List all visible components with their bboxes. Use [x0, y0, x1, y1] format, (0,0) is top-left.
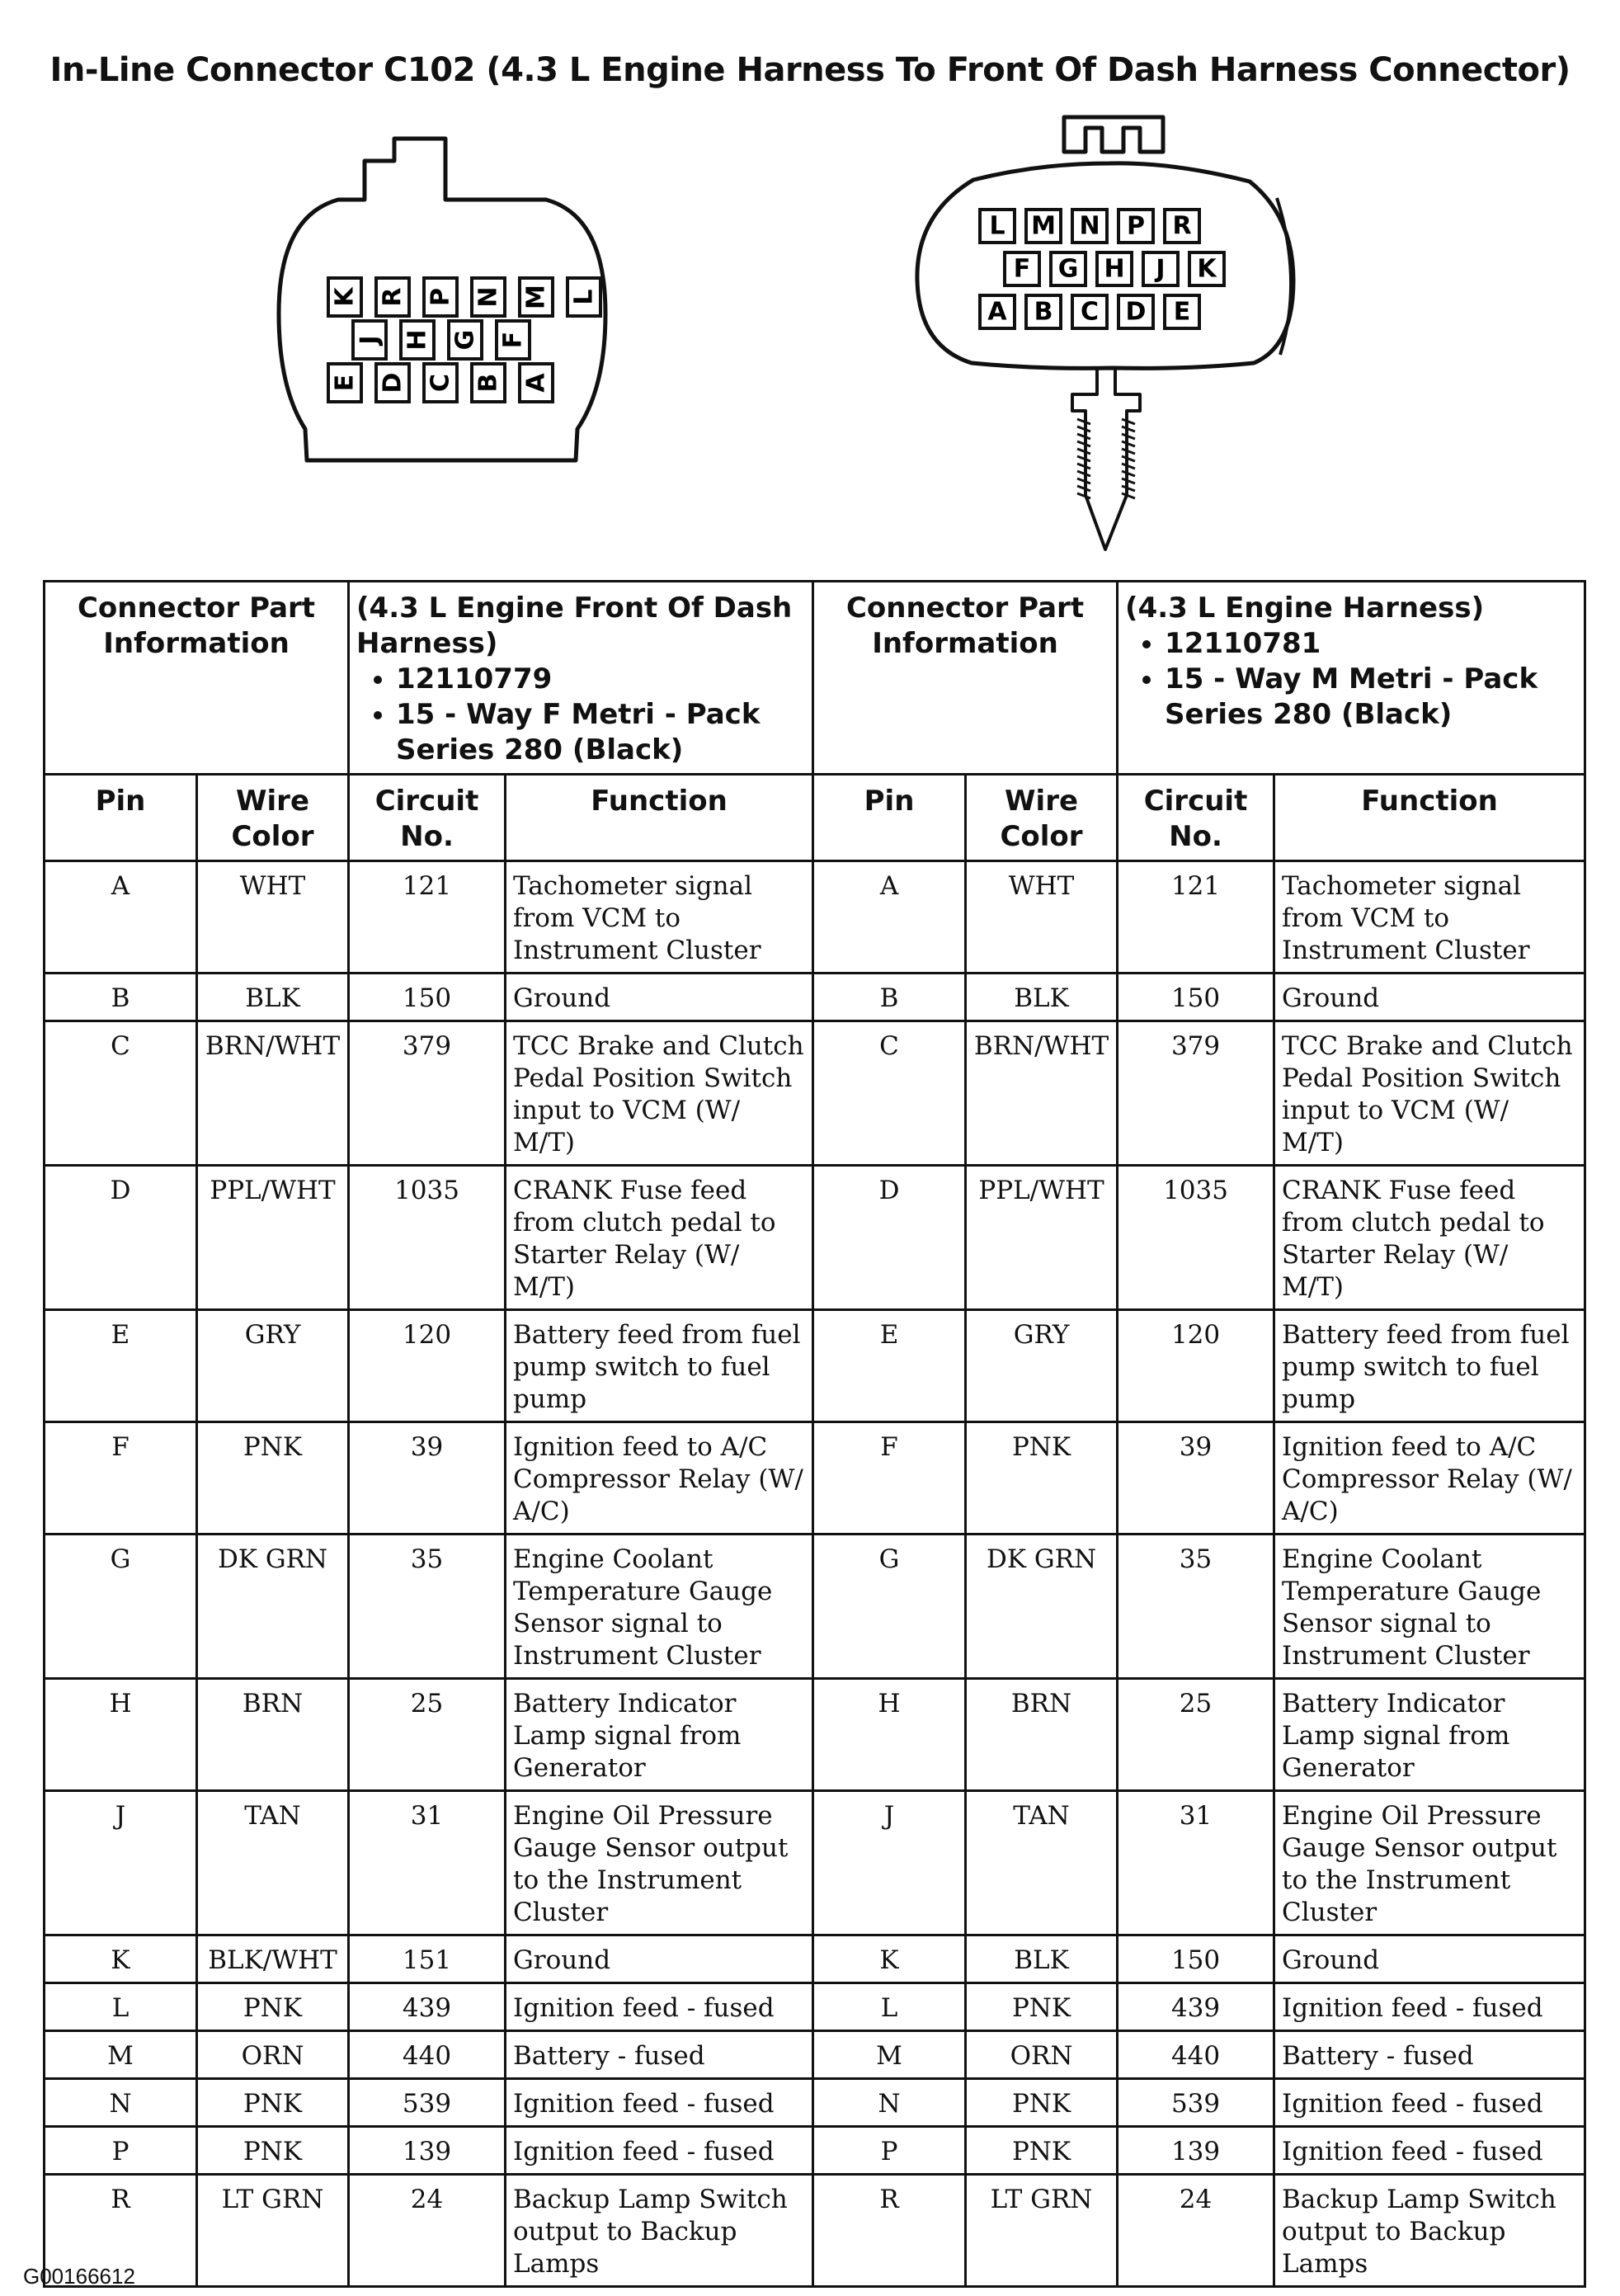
pin-label: M	[521, 285, 551, 309]
left-desc-series: • 15 - Way F Metri - Pack Series 280 (Black)	[396, 697, 805, 768]
pin-label: G	[1057, 254, 1079, 284]
left-wire-color-cell: PNK	[197, 1983, 349, 2031]
pin-label: H	[1104, 254, 1125, 284]
left-pin-cell: D	[45, 1166, 197, 1310]
right-function-cell: Ignition feed - fused	[1274, 2127, 1585, 2175]
connector-pin	[376, 364, 409, 402]
pin-label: N	[473, 286, 503, 308]
pin-label: D	[378, 372, 407, 394]
left-circuit-no-cell: 35	[349, 1535, 506, 1679]
left-wire-color-cell: DK GRN	[197, 1535, 349, 1679]
right-pin-cell: E	[813, 1310, 966, 1422]
right-wire-color-cell: PNK	[966, 2127, 1118, 2175]
right-connector-body	[1064, 117, 1163, 152]
table-row	[45, 1021, 1585, 1166]
left-function-cell: Ignition feed to A/C Compressor Relay (W/ A/C)	[506, 1422, 813, 1535]
right-pin-cell: J	[813, 1791, 966, 1935]
connector-pin	[1118, 295, 1153, 328]
connector-pin	[567, 278, 600, 316]
pin-label: F	[498, 331, 528, 349]
left-wire-color-cell: ORN	[197, 2031, 349, 2079]
right-pin-cell: F	[813, 1422, 966, 1535]
right-circuit-no-cell: 150	[1118, 1935, 1274, 1983]
table-row	[45, 1791, 1585, 1935]
connector-pin	[1165, 210, 1199, 243]
right-circuit-no-cell: 539	[1118, 2079, 1274, 2127]
pin-label: K	[330, 287, 360, 307]
left-function-cell: Engine Oil Pressure Gauge Sensor output to the Instrument Cluster	[506, 1791, 813, 1935]
left-pin-cell: F	[45, 1422, 197, 1535]
connector-pin	[1026, 295, 1061, 328]
connector-pin	[1072, 210, 1107, 243]
left-connector-info-label: Connector Part Information	[45, 582, 349, 775]
left-circuit-no-cell: 120	[349, 1310, 506, 1422]
connector-pin	[1118, 210, 1153, 243]
pin-label: L	[989, 211, 1005, 241]
connector-pin	[424, 364, 457, 402]
connector-pin	[497, 321, 530, 359]
left-circuit-no-cell: 121	[349, 861, 506, 974]
right-pin-cell: N	[813, 2079, 966, 2127]
left-pin-cell: N	[45, 2079, 197, 2127]
pin-label: P	[1127, 211, 1145, 241]
left-circuit-no-cell: 439	[349, 1983, 506, 2031]
left-desc-part-number: • 12110779	[396, 662, 805, 697]
right-function-cell: Ground	[1274, 974, 1585, 1021]
right-connector-description	[1118, 582, 1585, 775]
right-circuit-no-cell: 35	[1118, 1535, 1274, 1679]
left-wire-color-cell: PNK	[197, 2079, 349, 2127]
right-pin-cell: G	[813, 1535, 966, 1679]
right-pin-cell: A	[813, 861, 966, 974]
connector-pin	[1097, 252, 1132, 285]
connector-pin	[980, 295, 1015, 328]
pin-label: L	[569, 289, 599, 305]
right-function-cell: CRANK Fuse feed from clutch pedal to Starter Relay (W/ M/T)	[1274, 1166, 1585, 1310]
right-connector-info-label: Connector Part Information	[813, 582, 1118, 775]
table-row	[45, 861, 1585, 974]
connector-pin	[1051, 252, 1085, 285]
pin-label: R	[1172, 211, 1192, 241]
header-wire-color: Wire Color	[197, 775, 349, 861]
connector-pin	[328, 364, 361, 402]
left-wire-color-cell: BRN	[197, 1679, 349, 1791]
connector-pin	[449, 321, 482, 359]
pin-label: F	[1013, 254, 1031, 284]
right-function-cell: Battery Indicator Lamp signal from Generator	[1274, 1679, 1585, 1791]
right-desc-part-number: • 12110781	[1165, 626, 1577, 662]
pin-label: C	[426, 373, 455, 393]
right-pin-cell: K	[813, 1935, 966, 1983]
right-function-cell: Engine Coolant Temperature Gauge Sensor signal to Instrument Cluster	[1274, 1535, 1585, 1679]
left-wire-color-cell: PNK	[197, 1422, 349, 1535]
right-connector-pins	[980, 210, 1224, 328]
right-desc-title: (4.3 L Engine Harness)	[1125, 592, 1485, 625]
pin-label: B	[473, 373, 503, 393]
right-wire-color-cell: LT GRN	[966, 2175, 1118, 2287]
left-pin-cell: G	[45, 1535, 197, 1679]
left-wire-color-cell: WHT	[197, 861, 349, 974]
left-pin-cell: B	[45, 974, 197, 1021]
right-function-cell: Ignition feed - fused	[1274, 1983, 1585, 2031]
right-circuit-no-cell: 24	[1118, 2175, 1274, 2287]
right-wire-color-cell: PNK	[966, 1422, 1118, 1535]
table-row	[45, 2031, 1585, 2079]
right-function-cell: Engine Oil Pressure Gauge Sensor output to the Instrument Cluster	[1274, 1791, 1585, 1935]
right-function-cell: Battery feed from fuel pump switch to fuel pump	[1274, 1310, 1585, 1422]
right-desc-series: • 15 - Way M Metri - Pack Series 280 (Black)	[1165, 662, 1577, 733]
left-circuit-no-cell: 151	[349, 1935, 506, 1983]
right-function-cell: Ignition feed to A/C Compressor Relay (W/ A/C)	[1274, 1422, 1585, 1535]
left-circuit-no-cell: 25	[349, 1679, 506, 1791]
left-pin-cell: E	[45, 1310, 197, 1422]
left-desc-title: (4.3 L Engine Front Of Dash Harness)	[356, 592, 793, 660]
header-function: Function	[506, 775, 813, 861]
connector-diagram	[0, 0, 1620, 578]
connector-pin	[472, 364, 505, 402]
left-pin-cell: C	[45, 1021, 197, 1166]
left-connector-description	[349, 582, 813, 775]
table-row	[45, 1422, 1585, 1535]
header-circuit-no: Circuit No.	[349, 775, 506, 861]
connector-pin	[520, 278, 553, 316]
pin-label: P	[426, 288, 455, 306]
right-function-cell: Ground	[1274, 1935, 1585, 1983]
table-row	[45, 1679, 1585, 1791]
left-function-cell: TCC Brake and Clutch Pedal Position Switch input to VCM (W/ M/T)	[506, 1021, 813, 1166]
left-wire-color-cell: TAN	[197, 1791, 349, 1935]
connector-pin	[1026, 210, 1061, 243]
right-wire-color-cell: PNK	[966, 1983, 1118, 2031]
left-pin-cell: J	[45, 1791, 197, 1935]
left-circuit-no-cell: 1035	[349, 1166, 506, 1310]
right-function-cell: Ignition feed - fused	[1274, 2079, 1585, 2127]
left-function-cell: Ignition feed - fused	[506, 2127, 813, 2175]
right-wire-color-cell: PPL/WHT	[966, 1166, 1118, 1310]
left-pin-cell: M	[45, 2031, 197, 2079]
table-row	[45, 2127, 1585, 2175]
connector-pin	[1189, 252, 1224, 285]
right-pin-cell: M	[813, 2031, 966, 2079]
left-wire-color-cell: PNK	[197, 2127, 349, 2175]
table-row	[45, 1535, 1585, 1679]
pin-label: A	[521, 373, 551, 393]
table-row	[45, 1935, 1585, 1983]
left-circuit-no-cell: 539	[349, 2079, 506, 2127]
right-wire-color-cell: WHT	[966, 861, 1118, 974]
connector-pin	[424, 278, 457, 316]
left-circuit-no-cell: 31	[349, 1791, 506, 1935]
pin-label: K	[1197, 254, 1217, 284]
right-wire-color-cell: PNK	[966, 2079, 1118, 2127]
page-title: In-Line Connector C102 (4.3 L Engine Harness To Front Of Dash Harness Connector)	[49, 51, 1571, 89]
right-function-cell: Tachometer signal from VCM to Instrument Cluster	[1274, 861, 1585, 974]
right-circuit-no-cell: 379	[1118, 1021, 1274, 1166]
header-circuit-no: Circuit No.	[1118, 775, 1274, 861]
pinout-table	[43, 580, 1586, 2288]
right-wire-color-cell: BLK	[966, 974, 1118, 1021]
left-circuit-no-cell: 139	[349, 2127, 506, 2175]
right-function-cell: TCC Brake and Clutch Pedal Position Switch input to VCM (W/ M/T)	[1274, 1021, 1585, 1166]
right-pin-cell: C	[813, 1021, 966, 1166]
connector-pin	[328, 278, 361, 316]
right-circuit-no-cell: 440	[1118, 2031, 1274, 2079]
connector-pin	[1143, 252, 1178, 285]
right-pin-cell: B	[813, 974, 966, 1021]
left-function-cell: Backup Lamp Switch output to Backup Lamps	[506, 2175, 813, 2287]
pin-label: J	[355, 335, 384, 345]
right-circuit-no-cell: 31	[1118, 1791, 1274, 1935]
left-pin-cell: L	[45, 1983, 197, 2031]
connector-info-row	[45, 582, 1585, 775]
connector-pin	[376, 278, 409, 316]
right-wire-color-cell: BLK	[966, 1935, 1118, 1983]
left-function-cell: Engine Coolant Temperature Gauge Sensor signal to Instrument Cluster	[506, 1535, 813, 1679]
pin-label: G	[450, 329, 480, 351]
connector-pin	[1072, 295, 1107, 328]
right-pin-cell: L	[813, 1983, 966, 2031]
pin-label: C	[1080, 297, 1100, 327]
right-wire-color-cell: BRN	[966, 1679, 1118, 1791]
left-wire-color-cell: PPL/WHT	[197, 1166, 349, 1310]
header-pin: Pin	[45, 775, 197, 861]
pin-label: E	[1173, 297, 1191, 327]
right-circuit-no-cell: 139	[1118, 2127, 1274, 2175]
pin-label: R	[378, 287, 407, 307]
right-pin-cell: D	[813, 1166, 966, 1310]
left-pin-cell: K	[45, 1935, 197, 1983]
table-row	[45, 974, 1585, 1021]
pin-label: B	[1034, 297, 1053, 327]
left-function-cell: Battery feed from fuel pump switch to fuel pump	[506, 1310, 813, 1422]
left-wire-color-cell: BRN/WHT	[197, 1021, 349, 1166]
right-circuit-no-cell: 39	[1118, 1422, 1274, 1535]
right-wire-color-cell: ORN	[966, 2031, 1118, 2079]
right-wire-color-cell: DK GRN	[966, 1535, 1118, 1679]
left-connector-pins	[328, 278, 600, 402]
left-pin-cell: P	[45, 2127, 197, 2175]
right-circuit-no-cell: 25	[1118, 1679, 1274, 1791]
connector-pin	[472, 278, 505, 316]
right-wire-color-cell: GRY	[966, 1310, 1118, 1422]
table-row	[45, 1166, 1585, 1310]
left-circuit-no-cell: 24	[349, 2175, 506, 2287]
pin-label: H	[403, 329, 432, 351]
right-circuit-no-cell: 150	[1118, 974, 1274, 1021]
right-pin-cell: H	[813, 1679, 966, 1791]
left-pin-cell: R	[45, 2175, 197, 2287]
connector-pin	[1005, 252, 1039, 285]
connector-pin	[1165, 295, 1199, 328]
left-wire-color-cell: BLK/WHT	[197, 1935, 349, 1983]
right-function-cell: Backup Lamp Switch output to Backup Lamps	[1274, 2175, 1585, 2287]
left-circuit-no-cell: 150	[349, 974, 506, 1021]
pin-label: N	[1079, 211, 1100, 241]
header-pin: Pin	[813, 775, 966, 861]
table-row	[45, 2175, 1585, 2287]
header-wire-color: Wire Color	[966, 775, 1118, 861]
right-pin-cell: P	[813, 2127, 966, 2175]
left-function-cell: Ignition feed - fused	[506, 1983, 813, 2031]
left-function-cell: CRANK Fuse feed from clutch pedal to Starter Relay (W/ M/T)	[506, 1166, 813, 1310]
left-wire-color-cell: BLK	[197, 974, 349, 1021]
right-function-cell: Battery - fused	[1274, 2031, 1585, 2079]
connector-pin	[353, 321, 386, 359]
left-wire-color-cell: LT GRN	[197, 2175, 349, 2287]
pin-label: D	[1125, 297, 1147, 327]
left-wire-color-cell: GRY	[197, 1310, 349, 1422]
table-row	[45, 1983, 1585, 2031]
pin-label: E	[330, 374, 360, 392]
right-circuit-no-cell: 439	[1118, 1983, 1274, 2031]
left-pin-cell: A	[45, 861, 197, 974]
right-circuit-no-cell: 120	[1118, 1310, 1274, 1422]
figure-code: G00166612	[23, 2264, 135, 2289]
left-function-cell: Battery Indicator Lamp signal from Generator	[506, 1679, 813, 1791]
left-function-cell: Battery - fused	[506, 2031, 813, 2079]
header-function: Function	[1274, 775, 1585, 861]
connector-pin	[520, 364, 553, 402]
right-pin-cell: R	[813, 2175, 966, 2287]
right-circuit-no-cell: 1035	[1118, 1166, 1274, 1310]
connector-pin	[401, 321, 434, 359]
pin-label: J	[1156, 254, 1166, 284]
left-function-cell: Ground	[506, 1935, 813, 1983]
right-wire-color-cell: TAN	[966, 1791, 1118, 1935]
left-circuit-no-cell: 440	[349, 2031, 506, 2079]
connector-pin	[980, 210, 1015, 243]
table-row	[45, 1310, 1585, 1422]
left-circuit-no-cell: 379	[349, 1021, 506, 1166]
pin-label: M	[1031, 211, 1056, 241]
left-function-cell: Tachometer signal from VCM to Instrument Cluster	[506, 861, 813, 974]
left-circuit-no-cell: 39	[349, 1422, 506, 1535]
left-function-cell: Ground	[506, 974, 813, 1021]
pin-label: A	[987, 297, 1007, 327]
left-pin-cell: H	[45, 1679, 197, 1791]
table-row	[45, 2079, 1585, 2127]
right-circuit-no-cell: 121	[1118, 861, 1274, 974]
left-function-cell: Ignition feed - fused	[506, 2079, 813, 2127]
column-header-row	[45, 775, 1585, 861]
right-wire-color-cell: BRN/WHT	[966, 1021, 1118, 1166]
